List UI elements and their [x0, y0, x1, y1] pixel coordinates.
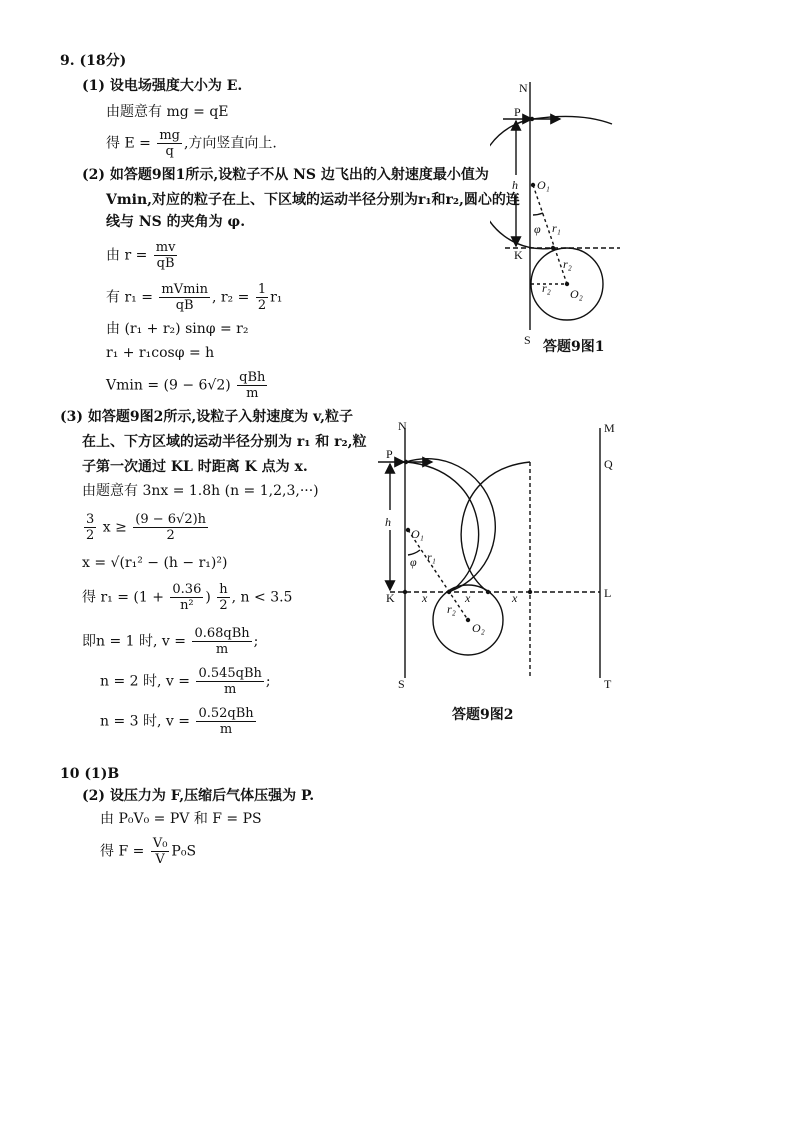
fraction: [192, 626, 251, 657]
numerator: 3: [86, 512, 95, 527]
eq-text: ): [205, 589, 211, 606]
label-K: K: [386, 591, 395, 605]
upper-arc-tail: [533, 116, 612, 124]
phi-arc: [533, 213, 543, 215]
figure-2: [375, 410, 635, 700]
denominator: 2: [219, 598, 228, 613]
q9-p2-line3: 线与 NS 的夹角为 φ.: [106, 214, 246, 230]
fraction: [159, 282, 210, 313]
point-P: [404, 460, 408, 464]
point-O1: [531, 183, 535, 187]
q9-p2-line2: Vmin,对应的粒子在上、下区域的运动半径分别为r₁和r₂,圆心的连: [106, 192, 520, 208]
fraction: [157, 128, 182, 159]
eq-text: n = 2 时, v =: [100, 673, 190, 690]
eq-text: 即n = 1 时, v =: [82, 633, 186, 650]
numerator: qBh: [239, 370, 266, 385]
fraction: [196, 706, 255, 737]
label-M: M: [604, 421, 615, 435]
fraction: [196, 666, 263, 697]
figure-1: [490, 70, 630, 370]
point-O1: [406, 528, 410, 532]
q10-line2: 由 P₀V₀ = PV 和 F = PS: [100, 811, 262, 827]
label-r1: r₁: [427, 550, 436, 564]
label-P: P: [514, 105, 521, 119]
fraction: [154, 240, 178, 271]
q9-p3-eq3: [82, 582, 292, 613]
q10-header: 10 (1)B: [60, 766, 120, 782]
label-O1: O₁: [537, 178, 550, 192]
label-K: K: [514, 248, 523, 262]
q9-header: 9. (18分): [60, 53, 127, 69]
eq-text: 由 r =: [106, 247, 148, 264]
point-x3: [528, 590, 532, 594]
numerator: 1: [257, 282, 267, 297]
eq-text: 有 r₁ =: [106, 289, 153, 306]
label-x2: x: [465, 591, 471, 605]
eq-text: r₁: [270, 289, 283, 306]
eq-text: , r₂ =: [211, 289, 250, 306]
eq-text: P₀S: [171, 843, 197, 860]
numerator: 0.545qBh: [198, 666, 262, 681]
label-O2: O₂: [570, 287, 583, 301]
eq-text: 得 r₁ = (1 +: [82, 589, 164, 606]
figure-1-caption: 答题9图1: [543, 339, 605, 355]
fraction: [84, 512, 96, 543]
numerator: 0.36: [172, 582, 202, 597]
point-x2: [486, 590, 490, 594]
label-O1: O₁: [411, 527, 424, 541]
numerator: mv: [155, 240, 176, 255]
point-O2: [565, 282, 569, 286]
point-O2: [466, 618, 470, 622]
fraction: [151, 836, 170, 867]
eq-text: 得 F =: [100, 843, 145, 860]
point-tangent: [551, 246, 555, 250]
fraction: [256, 282, 268, 313]
point-K: [403, 590, 407, 594]
denominator: qB: [156, 256, 175, 271]
q9-p2-eq3: 由 (r₁ + r₂) sinφ = r₂: [106, 321, 249, 337]
fraction: [170, 582, 203, 613]
denominator: n²: [180, 598, 194, 613]
denominator: q: [165, 144, 174, 159]
q9-p3-line2: 在上、下方区域的运动半径分别为 r₁ 和 r₂,粒: [82, 434, 367, 450]
numerator: 0.68qBh: [194, 626, 250, 641]
point-x1: [447, 590, 451, 594]
q9-p1-line3: [106, 128, 277, 159]
numerator: mg: [159, 128, 180, 143]
label-N: N: [398, 419, 407, 433]
q9-p3-line4: 由题意有 3nx = 1.8h (n = 1,2,3,···): [82, 483, 319, 499]
label-r2a: r₂: [563, 257, 572, 271]
eq-text: ,方向竖直向上.: [183, 135, 277, 152]
numerator: h: [219, 582, 228, 597]
fraction: [217, 582, 229, 613]
denominator: m: [246, 386, 259, 401]
denominator: m: [224, 682, 237, 697]
figure-2-caption: 答题9图2: [452, 707, 514, 723]
q10-line1: (2) 设压力为 F,压缩后气体压强为 P.: [82, 788, 315, 804]
q9-p2-eq2: [106, 282, 282, 313]
eq-text: Vmin = (9 − 6√2): [106, 377, 231, 394]
denominator: 2: [166, 528, 175, 543]
point-P: [530, 117, 534, 121]
label-r1: r₁: [552, 221, 561, 235]
label-N: N: [519, 81, 528, 95]
fraction: [133, 512, 208, 543]
q10-line3: [100, 836, 196, 867]
q9-p2-eq4: r₁ + r₁cosφ = h: [106, 345, 215, 361]
q9-p3-eq1: [82, 512, 210, 543]
numerator: (9 − 6√2)h: [135, 512, 207, 527]
label-P: P: [386, 447, 393, 461]
eq-text: n = 3 时, v =: [100, 713, 190, 730]
q9-p1-line2: 由题意有 mg = qE: [106, 104, 229, 120]
q9-p1-line1: (1) 设电场强度大小为 E.: [82, 78, 243, 94]
denominator: 2: [257, 298, 267, 313]
label-r2: r₂: [447, 602, 456, 616]
label-r2b: r₂: [542, 281, 551, 295]
q9-p3-eq5: n = 2 时, v = $\frac{\text{0.545qBh}}{m}$ ;: [100, 666, 271, 697]
q9-p3-line1: (3) 如答题9图2所示,设粒子入射速度为 v,粒子: [60, 409, 353, 425]
fraction: [237, 370, 267, 401]
q9-p2-eq1: [106, 240, 179, 271]
q9-p2-eq5: [106, 370, 269, 401]
center-line: [408, 530, 468, 620]
eq-text: x ≥: [102, 519, 127, 536]
label-L: L: [604, 586, 612, 600]
denominator: m: [215, 642, 229, 657]
label-phi: φ: [534, 222, 541, 236]
q9-p3-eq4: 即n = 1 时, v = $\frac{\text{0.68qBh}}{m}$ ;: [82, 626, 259, 657]
label-S: S: [524, 333, 531, 347]
label-Q: Q: [604, 457, 613, 471]
label-x3: x: [512, 591, 518, 605]
denominator: qB: [175, 298, 194, 313]
label-O2: O₂: [472, 621, 485, 635]
eq-text: , n < 3.5: [231, 589, 293, 606]
denominator: m: [219, 722, 233, 737]
label-h: h: [385, 515, 391, 529]
q9-p2-line1: (2) 如答题9图1所示,设粒子不从 NS 边飞出的入射速度最小值为: [82, 167, 489, 183]
label-phi: φ: [410, 555, 417, 569]
label-T: T: [604, 677, 612, 691]
denominator: V: [155, 852, 165, 867]
q9-p3-line3: 子第一次通过 KL 时距离 K 点为 x.: [82, 459, 308, 475]
eq-text: 得 E =: [106, 135, 151, 152]
denominator: 2: [86, 528, 95, 543]
q9-p3-eq6: [100, 706, 258, 737]
q9-p3-eq2: x = √(r₁² − (h − r₁)²): [82, 555, 228, 571]
numerator: mVmin: [161, 282, 208, 297]
numerator: V₀: [152, 836, 168, 851]
label-h: h: [512, 178, 518, 192]
label-x1: x: [422, 591, 428, 605]
label-S: S: [398, 677, 405, 691]
numerator: 0.52qBh: [198, 706, 254, 721]
